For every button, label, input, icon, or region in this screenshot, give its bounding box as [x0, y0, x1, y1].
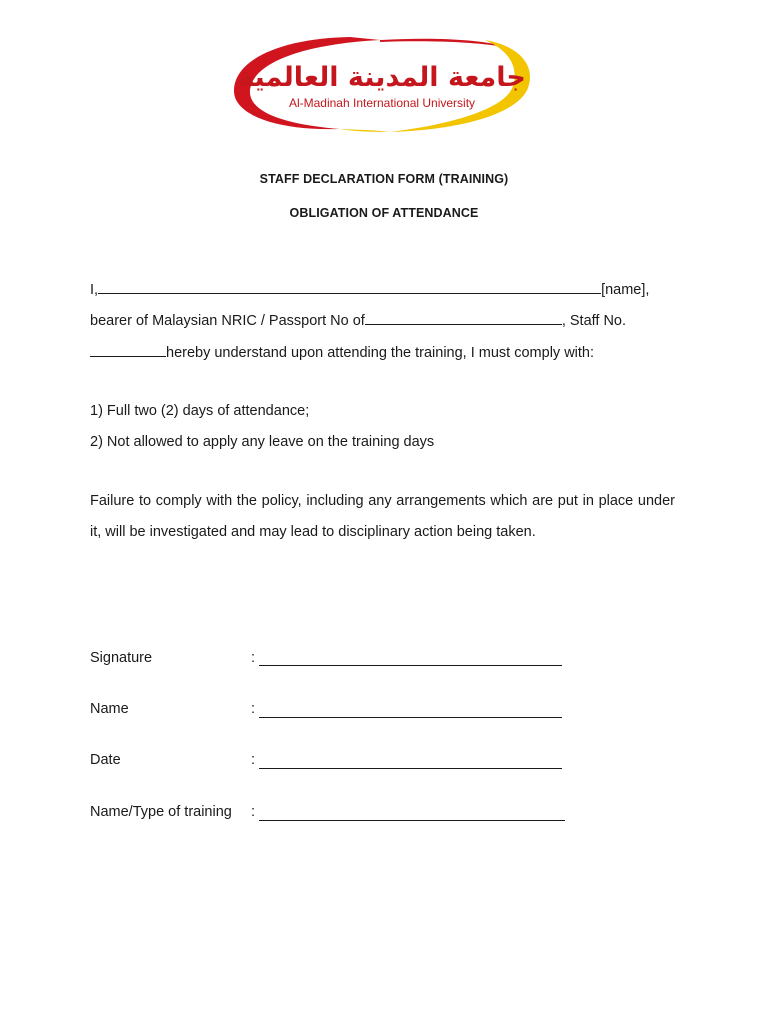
form-subtitle: OBLIGATION OF ATTENDANCE: [289, 206, 479, 220]
name-suffix-label: [name],: [601, 282, 650, 298]
training-type-colon: :: [251, 804, 256, 820]
policy-paragraph: Failure to comply with the policy, including any arrangements which are put in place under it, will be investigated and may lead to disciplinary action being taken.: [90, 493, 675, 540]
name-label: Name: [90, 701, 129, 717]
university-logo-graphic: [230, 28, 535, 134]
signature-colon: :: [251, 650, 256, 666]
form-title: STAFF DECLARATION FORM (TRAINING): [259, 172, 509, 186]
condition-item-1: 1) Full two (2) days of attendance;: [90, 403, 310, 419]
date-field[interactable]: [259, 768, 562, 769]
training-type-label: Name/Type of training: [90, 804, 232, 820]
staff-no-label: , Staff No.: [561, 313, 627, 329]
name-field[interactable]: [259, 717, 562, 718]
declaration-line-3: [90, 341, 594, 363]
logo-arabic-text: جامعة المدينة العالمية: [238, 62, 526, 93]
signature-field[interactable]: [259, 665, 562, 666]
passport-blank-field[interactable]: [365, 309, 562, 325]
declaration-prefix: I,: [90, 282, 99, 298]
university-logo: [230, 28, 535, 134]
signature-label: Signature: [90, 650, 153, 666]
training-type-field[interactable]: [259, 820, 565, 821]
name-colon: :: [251, 701, 256, 717]
condition-item-2: 2) Not allowed to apply any leave on the training days: [90, 434, 435, 450]
bearer-label: bearer of Malaysian NRIC / Passport No of: [90, 313, 365, 329]
staff-no-blank-field[interactable]: [90, 341, 166, 357]
declaration-line-1: [90, 278, 649, 300]
date-label: Date: [90, 752, 121, 768]
date-colon: :: [251, 752, 256, 768]
name-blank-field[interactable]: [98, 278, 601, 294]
logo-english-text: Al-Madinah International University: [288, 96, 476, 110]
declaration-line-2: [90, 309, 626, 331]
understand-label: hereby understand upon attending the training, I must comply with:: [166, 345, 595, 361]
